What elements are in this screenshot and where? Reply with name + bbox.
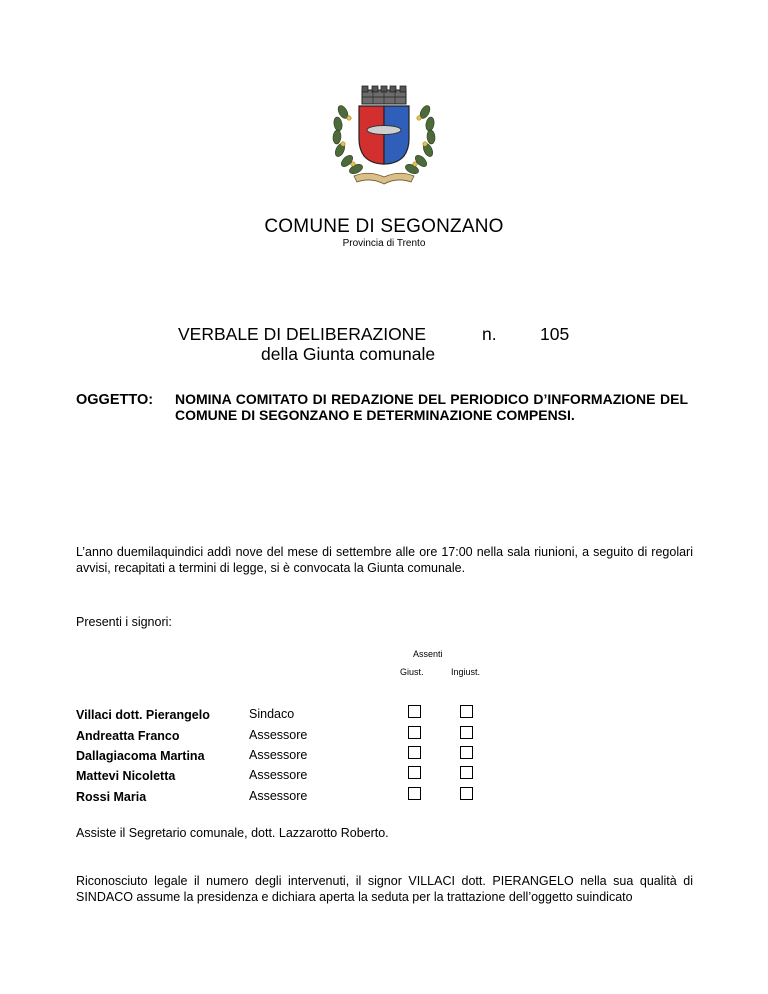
member-role: Sindaco xyxy=(249,707,295,721)
ingiust-checkbox[interactable] xyxy=(460,787,473,800)
closing-paragraph: Riconosciuto legale il numero degli intervenuti, il signor VILLACI dott. PIERANGELO nella sua qualità di SINDACO assume la presidenza e dichiara aperta la seduta per la trattazione dell’oggetto suindicato xyxy=(76,874,693,904)
verbale-subtitle: della Giunta comunale xyxy=(261,344,436,364)
ingiust-checkbox[interactable] xyxy=(460,766,473,779)
province-subtitle: Provincia di Trento xyxy=(342,238,426,249)
member-role: Assessore xyxy=(249,748,308,762)
presenti-label: Presenti i signori: xyxy=(76,615,172,629)
member-name: Dallagiacoma Martina xyxy=(76,749,205,763)
segretario-line: Assiste il Segretario comunale, dott. Lazzarotto Roberto. xyxy=(76,826,389,840)
member-role: Assessore xyxy=(249,768,308,782)
giust-header: Giust. xyxy=(400,667,424,677)
member-name: Rossi Maria xyxy=(76,790,147,804)
member-name: Villaci dott. Pierangelo xyxy=(76,708,210,722)
giust-checkbox[interactable] xyxy=(408,705,421,718)
ingiust-checkbox[interactable] xyxy=(460,746,473,759)
giust-checkbox[interactable] xyxy=(408,766,421,779)
member-name: Mattevi Nicoletta xyxy=(76,769,176,783)
giust-checkbox[interactable] xyxy=(408,787,421,800)
ingiust-checkbox[interactable] xyxy=(460,726,473,739)
ingiust-header: Ingiust. xyxy=(451,667,481,677)
member-role: Assessore xyxy=(249,728,308,742)
verbale-label: VERBALE DI DELIBERAZIONE xyxy=(178,324,426,344)
oggetto-text: NOMINA COMITATO DI REDAZIONE DEL PERIODICO D’INFORMAZIONE DEL COMUNE DI SEGONZANO E DETERMINAZIONE COMPENSI. xyxy=(175,391,688,423)
assenti-header: Assenti xyxy=(413,649,443,659)
coat-of-arms-icon xyxy=(329,84,439,192)
member-name: Andreatta Franco xyxy=(76,729,180,743)
intro-paragraph: L’anno duemilaquindici addì nove del mese di settembre alle ore 17:00 nella sala riunioni, a seguito di regolari avvisi, recapitati a termini di legge, si è convocata la Giunta comunale. xyxy=(76,545,693,575)
oggetto-label: OGGETTO: xyxy=(76,392,154,408)
member-role: Assessore xyxy=(249,789,308,803)
giust-checkbox[interactable] xyxy=(408,726,421,739)
municipality-title: COMUNE DI SEGONZANO xyxy=(264,216,504,237)
verbale-number: 105 xyxy=(540,324,570,344)
ingiust-checkbox[interactable] xyxy=(460,705,473,718)
verbale-number-label: n. xyxy=(482,324,497,344)
giust-checkbox[interactable] xyxy=(408,746,421,759)
